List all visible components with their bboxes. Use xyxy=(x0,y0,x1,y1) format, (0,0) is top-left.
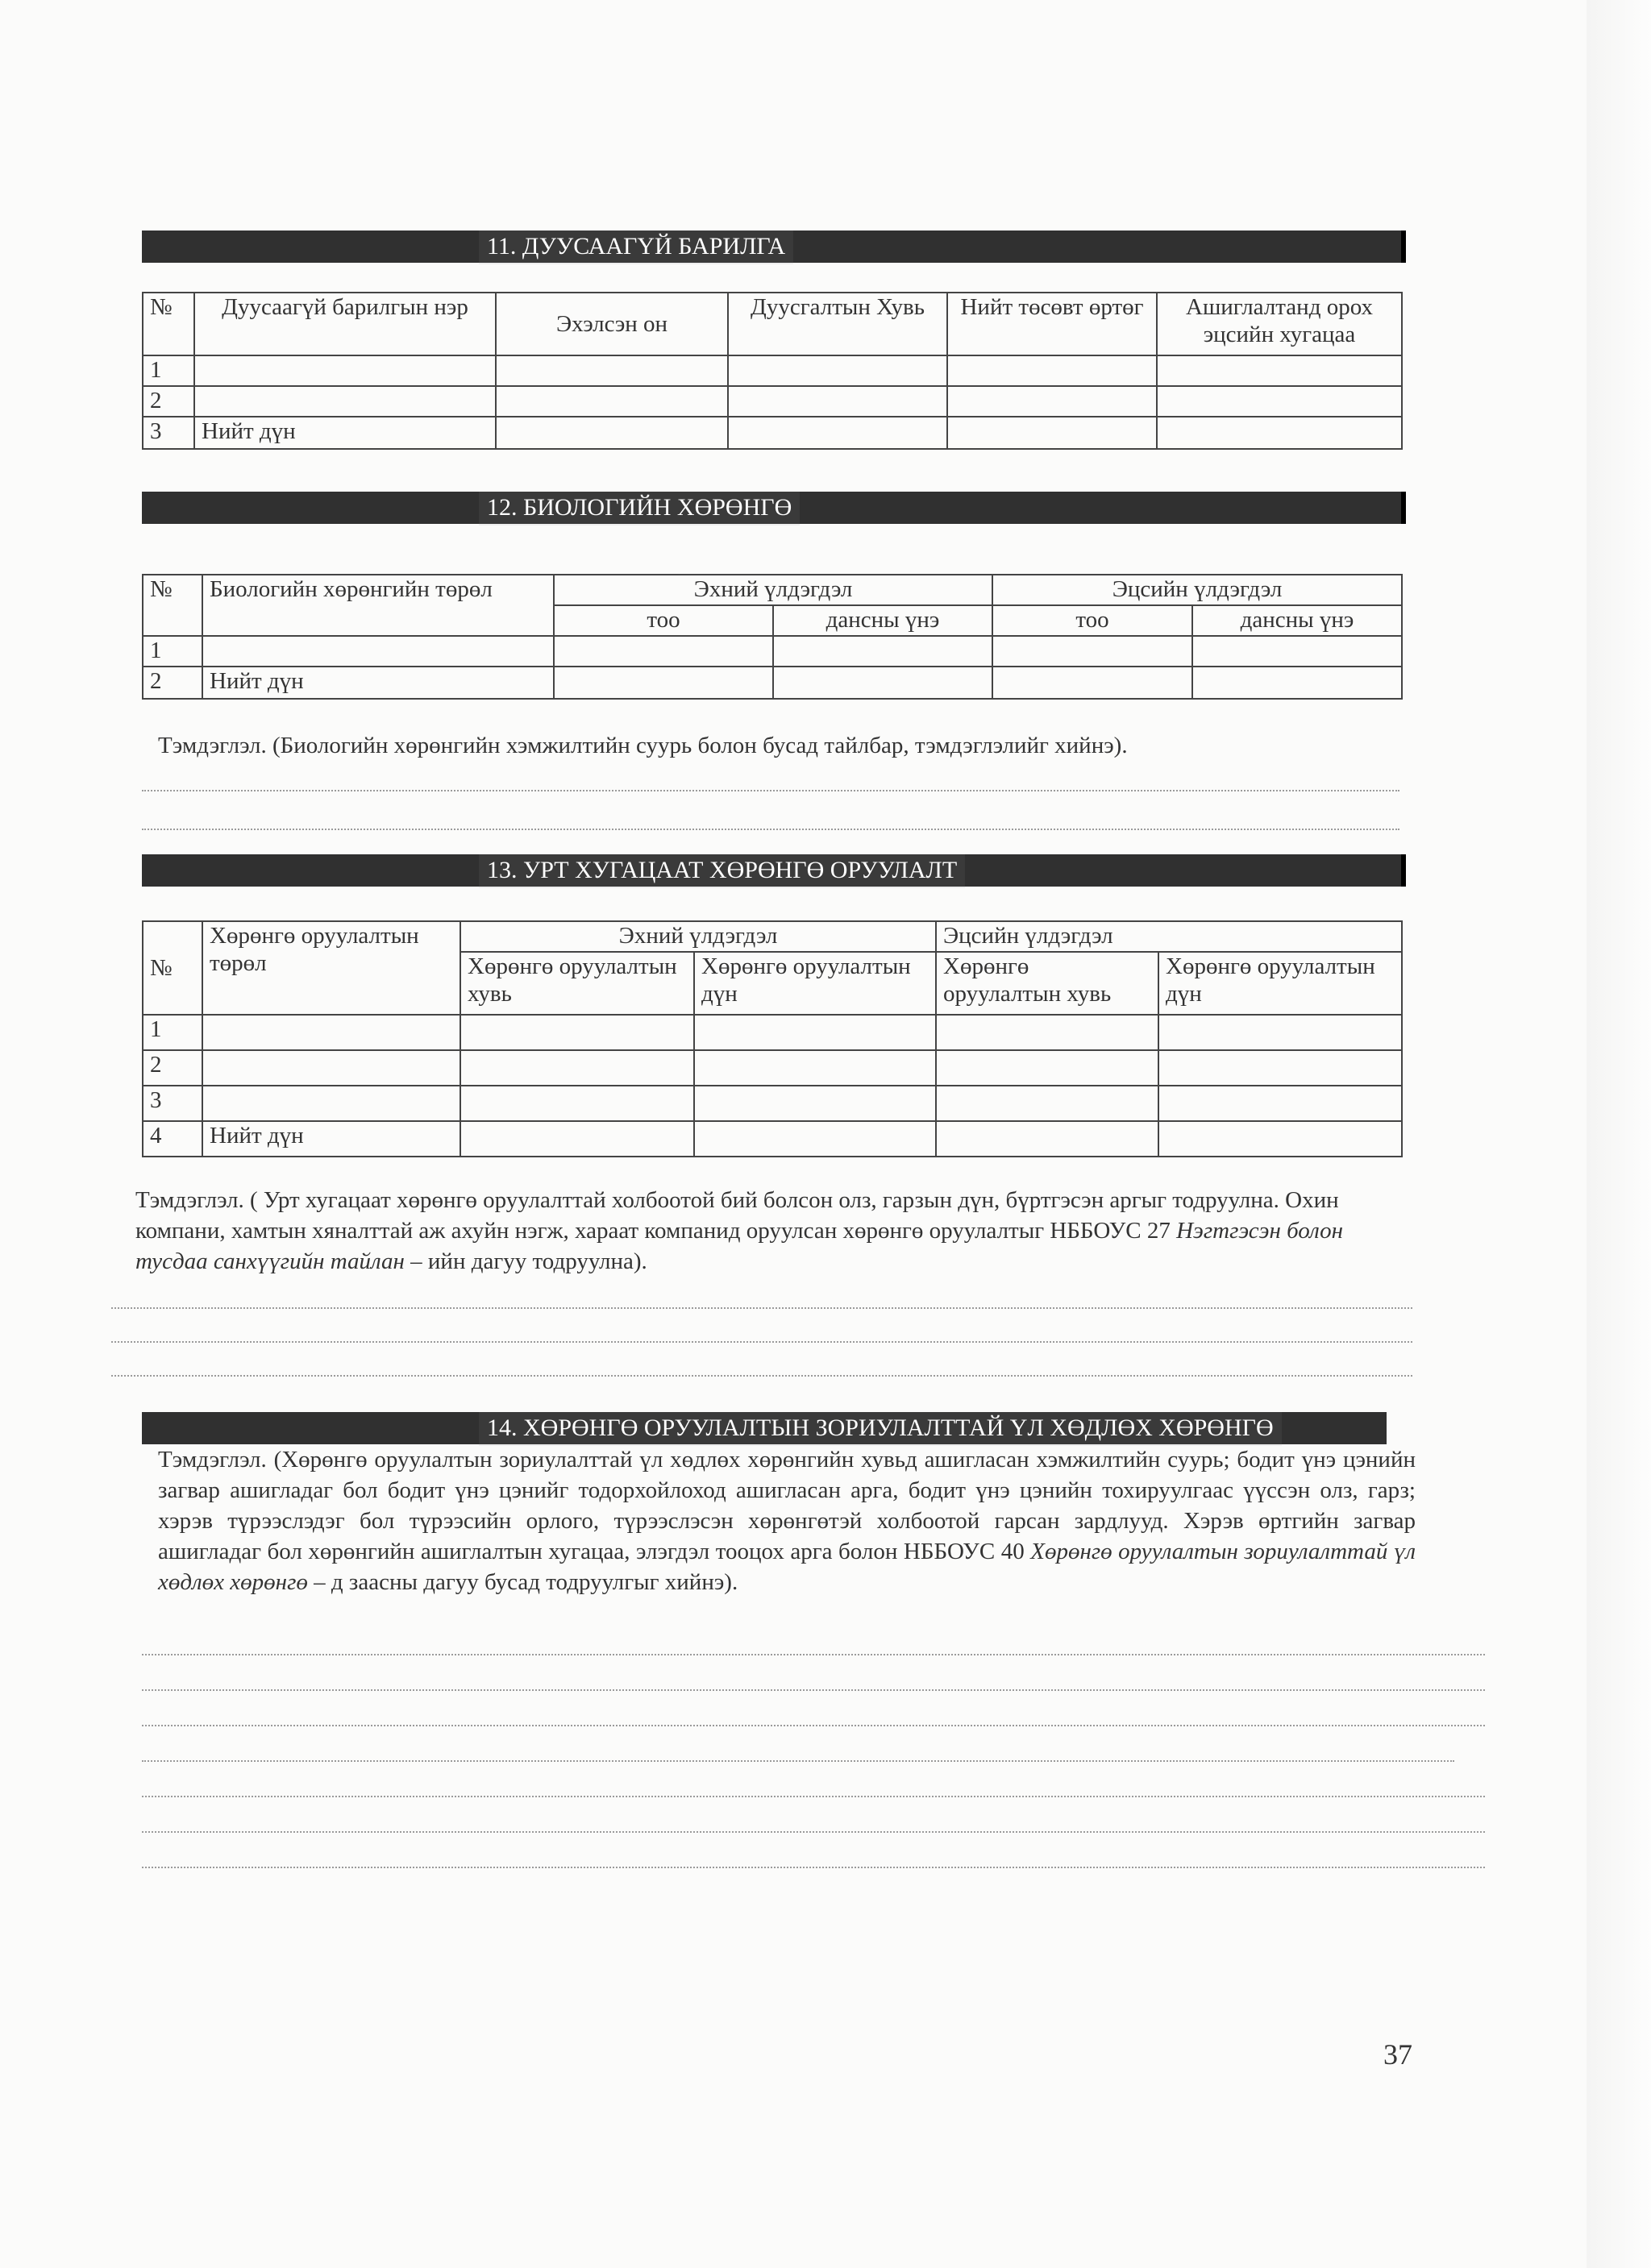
writing-line xyxy=(142,1831,1485,1833)
note-standard-title: Нэгтгэсэн болон тусдаа санхүүгийн тайлан xyxy=(135,1218,1343,1274)
cell[interactable] xyxy=(1157,417,1402,449)
table-total-row xyxy=(143,1121,1402,1157)
writing-line xyxy=(142,829,1399,830)
writing-line xyxy=(142,790,1399,791)
page-number: 37 xyxy=(1383,2038,1412,2071)
note-standard-title: Хөрөнгө оруулалтын зориулалттай үл хөдлөх хөрөнгө xyxy=(158,1539,1416,1595)
col-header-investment-share: Хөрөнгө оруулалтын хувь xyxy=(936,952,1158,1015)
row-number: 2 xyxy=(143,667,202,699)
cell[interactable] xyxy=(694,1121,936,1157)
col-header-deadline: Ашиглалтанд орох эцсийн хугацаа xyxy=(1157,293,1402,355)
table-row xyxy=(143,1050,1402,1086)
total-label: Нийт дүн xyxy=(202,667,554,699)
writing-line xyxy=(111,1307,1412,1309)
section-14-note xyxy=(158,1444,1416,1597)
cell[interactable] xyxy=(694,1086,936,1121)
col-header-no: № xyxy=(143,293,194,355)
writing-line xyxy=(142,1689,1485,1691)
cell[interactable] xyxy=(728,386,947,417)
cell[interactable] xyxy=(1158,1086,1402,1121)
cell[interactable] xyxy=(460,1015,694,1050)
col-header-no: № xyxy=(143,575,202,636)
cell[interactable] xyxy=(936,1050,1158,1086)
cell[interactable] xyxy=(947,417,1157,449)
cell[interactable] xyxy=(496,417,728,449)
col-header-investment-amount: Хөрөнгө оруулалтын дүн xyxy=(1158,952,1402,1015)
section-13-header xyxy=(142,854,1406,887)
col-header-beginning-balance: Эхний үлдэгдэл xyxy=(460,921,936,952)
row-number: 3 xyxy=(143,417,194,449)
writing-line xyxy=(142,1867,1485,1868)
note-text: Тэмдэглэл. (Хөрөнгө оруулалтын зориулалттай үл хөдлөх хөрөнгийн хувьд ашигласан хэмжилтийн суурь; бодит үнэ цэнийн загвар ашигладаг бол бодит үнэ цэнийг тодорхойлоход ашигласан арга, бодит үнэ цэнийн тохируулгаас үүссэн олз, гарз; хэрэв түрээслэдэг бол түрээсийн орлого, түрээслэсэн хөрөнгөтэй холбоотой гарсан зардлууд. Хэрэв өртгийн загвар ашигладаг бол хөрөнгийн ашиглалтын хугацаа, элэгдэл тооцох арга болон НББОУС 40 xyxy=(158,1447,1416,1564)
col-header-quantity: тоо xyxy=(554,605,773,636)
cell[interactable] xyxy=(202,1015,460,1050)
cell[interactable] xyxy=(992,667,1192,699)
cell[interactable] xyxy=(460,1050,694,1086)
row-number: 1 xyxy=(143,355,194,386)
table-total-row xyxy=(143,417,1402,449)
writing-line xyxy=(111,1375,1412,1377)
col-header-book-value: дансны үнэ xyxy=(1192,605,1402,636)
col-header-budget: Нийт төсөвт өртөг xyxy=(947,293,1157,355)
cell[interactable] xyxy=(202,1086,460,1121)
cell[interactable] xyxy=(694,1015,936,1050)
row-number: 4 xyxy=(143,1121,202,1157)
table-header-row xyxy=(143,921,1402,952)
col-header-investment-amount: Хөрөнгө оруулалтын дүн xyxy=(694,952,936,1015)
col-header-investment-share: Хөрөнгө оруулалтын хувь xyxy=(460,952,694,1015)
row-number: 1 xyxy=(143,636,202,667)
writing-line xyxy=(111,1341,1412,1343)
section-13-note xyxy=(135,1185,1393,1277)
cell[interactable] xyxy=(992,636,1192,667)
cell[interactable] xyxy=(554,636,773,667)
cell[interactable] xyxy=(947,386,1157,417)
section-12-header xyxy=(142,492,1406,524)
col-header-book-value: дансны үнэ xyxy=(773,605,992,636)
section-14-header xyxy=(142,1412,1387,1444)
row-number: 3 xyxy=(143,1086,202,1121)
long-term-investment-table xyxy=(142,920,1403,1157)
total-label: Нийт дүн xyxy=(194,417,496,449)
table-row xyxy=(143,636,1402,667)
cell[interactable] xyxy=(936,1015,1158,1050)
note-text-end: – д заасны дагуу бусад тодруулгыг хийнэ). xyxy=(307,1569,738,1595)
page-edge-shadow xyxy=(1587,0,1651,2268)
cell[interactable] xyxy=(194,355,496,386)
cell[interactable] xyxy=(936,1121,1158,1157)
cell[interactable] xyxy=(773,636,992,667)
unfinished-construction-table xyxy=(142,292,1403,450)
cell[interactable] xyxy=(1157,355,1402,386)
table-row xyxy=(143,386,1402,417)
total-label: Нийт дүн xyxy=(202,1121,460,1157)
table-total-row xyxy=(143,667,1402,699)
cell[interactable] xyxy=(936,1086,1158,1121)
cell[interactable] xyxy=(694,1050,936,1086)
cell[interactable] xyxy=(202,636,554,667)
col-header-name: Дуусаагүй барилгын нэр xyxy=(194,293,496,355)
table-row xyxy=(143,1015,1402,1050)
col-header-type: Хөрөнгө оруулалтын төрөл xyxy=(202,921,460,1015)
cell[interactable] xyxy=(773,667,992,699)
row-number: 1 xyxy=(143,1015,202,1050)
table-row xyxy=(143,1086,1402,1121)
section-11-title: 11. ДУУСААГҮЙ БАРИЛГА xyxy=(479,231,793,264)
writing-line xyxy=(142,1796,1485,1797)
cell[interactable] xyxy=(1192,667,1402,699)
writing-line xyxy=(142,1654,1485,1655)
cell[interactable] xyxy=(1158,1121,1402,1157)
cell[interactable] xyxy=(460,1086,694,1121)
row-number: 2 xyxy=(143,386,194,417)
cell[interactable] xyxy=(1158,1050,1402,1086)
col-header-ending-balance: Эцсийн үлдэгдэл xyxy=(936,921,1402,952)
col-header-no: № xyxy=(143,921,202,1015)
table-header-row xyxy=(143,575,1402,605)
table-header-row xyxy=(143,293,1402,355)
section-13-title: 13. УРТ ХУГАЦААТ ХӨРӨНГӨ ОРУУЛАЛТ xyxy=(479,854,965,888)
cell[interactable] xyxy=(496,386,728,417)
cell[interactable] xyxy=(947,355,1157,386)
section-11-header xyxy=(142,231,1406,263)
cell[interactable] xyxy=(1192,636,1402,667)
biological-assets-table xyxy=(142,574,1403,700)
note-text-end: – ийн дагуу тодруулна). xyxy=(404,1248,647,1274)
cell[interactable] xyxy=(1158,1015,1402,1050)
section-14-title: 14. ХӨРӨНГӨ ОРУУЛАЛТЫН ЗОРИУЛАЛТТАЙ ҮЛ ХӨДЛӨХ ХӨРӨНГӨ xyxy=(479,1412,1282,1446)
writing-line xyxy=(142,1725,1485,1726)
note-text: Тэмдэглэл. ( Урт хугацаат хөрөнгө оруулалттай холбоотой бий болсон олз, гарзын дүн, бүртгэсэн аргыг тодруулна. Охин компани, хамтын хяналттай аж ахуйн нэгж, хараат компанид оруулсан хөрөнгө оруулалтыг НББОУС 27 xyxy=(135,1187,1339,1244)
col-header-start-year: Эхэлсэн он xyxy=(496,293,728,355)
col-header-type: Биологийн хөрөнгийн төрөл xyxy=(202,575,554,636)
cell[interactable] xyxy=(554,667,773,699)
col-header-completion: Дуусгалтын Хувь xyxy=(728,293,947,355)
col-header-quantity: тоо xyxy=(992,605,1192,636)
cell[interactable] xyxy=(728,417,947,449)
col-header-beginning-balance: Эхний үлдэгдэл xyxy=(554,575,992,605)
cell[interactable] xyxy=(202,1050,460,1086)
row-number: 2 xyxy=(143,1050,202,1086)
cell[interactable] xyxy=(460,1121,694,1157)
cell[interactable] xyxy=(194,386,496,417)
writing-line xyxy=(142,1760,1454,1762)
section-12-note: Тэмдэглэл. (Биологийн хөрөнгийн хэмжилтийн суурь болон бусад тайлбар, тэмдэглэлийг хийнэ). xyxy=(158,733,1128,758)
table-row xyxy=(143,355,1402,386)
cell[interactable] xyxy=(496,355,728,386)
section-12-title: 12. БИОЛОГИЙН ХӨРӨНГӨ xyxy=(479,492,800,525)
cell[interactable] xyxy=(1157,386,1402,417)
cell[interactable] xyxy=(728,355,947,386)
col-header-ending-balance: Эцсийн үлдэгдэл xyxy=(992,575,1402,605)
